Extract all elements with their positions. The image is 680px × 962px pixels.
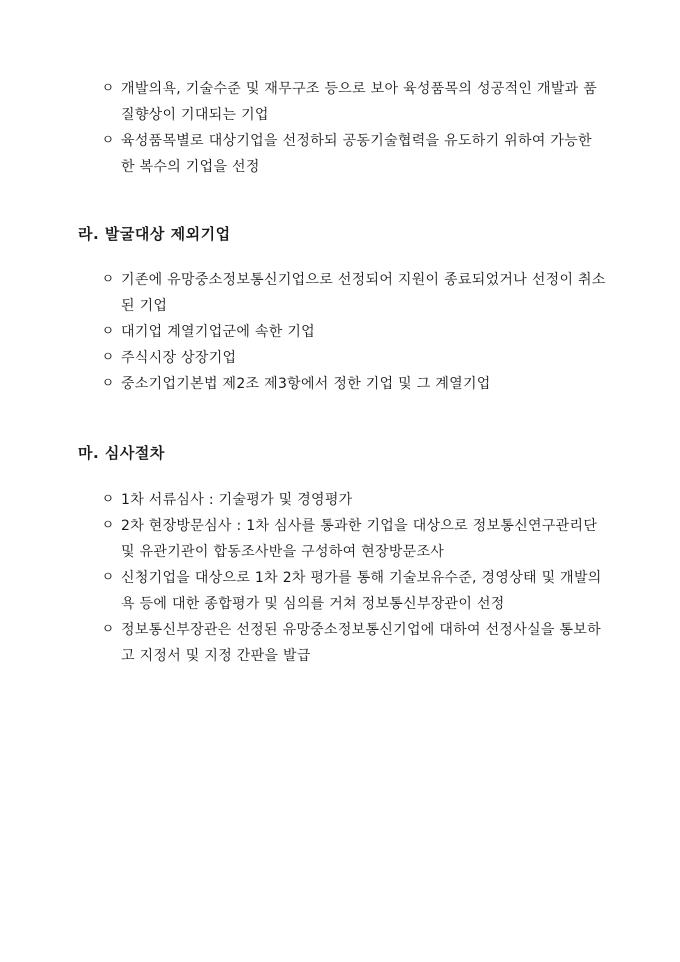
list-item-text: 2차 현장방문심사 : 1차 심사를 통과한 기업을 대상으로 정보통신연구관리단 및 유관기관이 합동조사반을 구성하여 현장방문조사 — [121, 518, 598, 560]
circle-bullet-icon: ㅇ — [101, 622, 115, 637]
list-item-text: 육성품목별로 대상기업을 선정하되 공동기술협력을 유도하기 위하여 가능한 한 복수의 기업을 선정 — [121, 133, 592, 175]
list-item — [0, 617, 680, 669]
list-item — [0, 128, 680, 180]
list-item — [0, 565, 680, 617]
circle-bullet-icon: ㅇ — [101, 492, 115, 507]
list-item — [0, 371, 680, 397]
circle-bullet-icon: ㅇ — [101, 133, 115, 148]
circle-bullet-icon: ㅇ — [101, 518, 115, 533]
list-item-text: 기존에 유망중소정보통신기업으로 선정되어 지원이 종료되었거나 선정이 취소된 기업 — [121, 272, 606, 314]
list-item-text: 개발의욕, 기술수준 및 재무구조 등으로 보아 육성품목의 성공적인 개발과 품질향상이 기대되는 기업 — [121, 81, 598, 123]
exclusions-list — [0, 267, 680, 397]
list-item-text: 중소기업기본법 제2조 제3항에서 정한 기업 및 그 계열기업 — [121, 376, 491, 392]
list-item — [0, 319, 680, 345]
list-item — [0, 76, 680, 128]
list-item-text: 대기업 계열기업군에 속한 기업 — [121, 324, 315, 340]
circle-bullet-icon: ㅇ — [101, 570, 115, 585]
circle-bullet-icon: ㅇ — [101, 376, 115, 391]
list-item-text: 1차 서류심사 : 기술평가 및 경영평가 — [121, 492, 353, 508]
circle-bullet-icon: ㅇ — [101, 324, 115, 339]
section-heading-review-procedure: 마. 심사절차 — [78, 444, 165, 462]
circle-bullet-icon: ㅇ — [101, 350, 115, 365]
list-item-text: 신청기업을 대상으로 1차 2차 평가를 통해 기술보유수준, 경영상태 및 개발의욕 등에 대한 종합평가 및 심의를 거쳐 정보통신부장관이 선정 — [121, 570, 602, 612]
circle-bullet-icon: ㅇ — [101, 272, 115, 287]
list-item — [0, 345, 680, 371]
criteria-list — [0, 76, 680, 180]
list-item — [0, 487, 680, 513]
review-procedure-list — [0, 487, 680, 669]
list-item — [0, 267, 680, 319]
list-item — [0, 513, 680, 565]
circle-bullet-icon: ㅇ — [101, 81, 115, 96]
list-item-text: 주식시장 상장기업 — [121, 350, 237, 366]
list-item-text: 정보통신부장관은 선정된 유망중소정보통신기업에 대하여 선정사실을 통보하고 지정서 및 지정 간판을 발급 — [121, 622, 601, 664]
section-heading-exclusions: 라. 발굴대상 제외기업 — [78, 225, 231, 243]
